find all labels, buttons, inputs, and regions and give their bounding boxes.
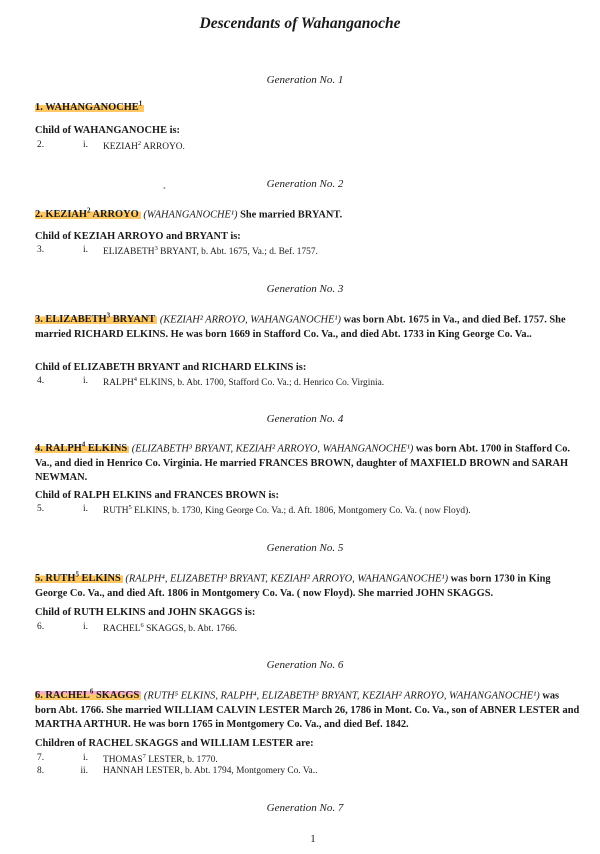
highlighted-name: 4. RALPH$^4$ ELKINS	[35, 441, 128, 455]
person-entry: 4. RALPH$^4$ ELKINS (ELIZABETH³ BRYANT, KEZIAH² ARROYO, WAHANGANOCHE¹) was born Abt. 1700 in Stafford Co. Va., and died in Henrico Co. Virginia. He married FRANCES BROWN, daughter of MAXFIELD BROWN and SARAH NEWMAN.	[35, 441, 571, 484]
page-number: 1	[310, 833, 316, 845]
children-header: Child of RUTH ELKINS and JOHN SKAGGS is:	[35, 607, 256, 618]
generation-heading: Generation No. 3	[266, 283, 344, 295]
children-header: Child of WAHANGANOCHE is:	[35, 125, 181, 136]
person-entry: 6. RACHEL$^6$ SKAGGS (RUTH⁵ ELKINS, RALPH⁴, ELIZABETH³ BRYANT, KEZIAH² ARROYO, WAHANGANOCHE¹) was born Abt. 1766. She married WILLIAM CALVIN LESTER March 26, 1786 in Mont. Co. Va., son of ABNER LESTER and MARTHA ARTHUR. He was born 1765 in Montgomery Co. Va., and died Bef. 1842.	[35, 688, 580, 731]
highlighted-name: 3. ELIZABETH$^3$ BRYANT	[35, 312, 156, 326]
scan-speck: •	[163, 184, 166, 193]
generation-heading: Generation No. 6	[266, 659, 344, 671]
children-header: Child of RALPH ELKINS and FRANCES BROWN is:	[35, 490, 279, 501]
highlighted-name: 6. RACHEL$^6$ SKAGGS	[35, 688, 140, 702]
highlighted-name: 5. RUTH$^5$ ELKINS	[35, 571, 121, 585]
person-entry: 3. ELIZABETH$^3$ BRYANT (KEZIAH² ARROYO, WAHANGANOCHE¹) was born Abt. 1675 in Va., and died Bef. 1757. She married RICHARD ELKINS. He was born 1669 in Stafford Co. Va., and died Abt. 1733 in King George Co. Va..	[35, 312, 566, 340]
generation-heading: Generation No. 4	[266, 413, 344, 425]
generation-heading: Generation No. 5	[266, 542, 344, 554]
person-entry: 5. RUTH$^5$ ELKINS (RALPH⁴, ELIZABETH³ BRYANT, KEZIAH² ARROYO, WAHANGANOCHE¹) was born 1730 in King George Co. Va., and died Aft. 1806 in Montgomery Co. Va. ( now Floyd). She married JOHN SKAGGS.	[35, 571, 551, 599]
highlighted-name: 2. KEZIAH$^2$ ARROYO	[35, 207, 139, 221]
generation-heading: Generation No. 1	[266, 74, 344, 86]
document-title: Descendants of Wahanganoche	[199, 15, 401, 32]
person-entry: 2. KEZIAH$^2$ ARROYO (WAHANGANOCHE¹) She married BRYANT.	[35, 207, 343, 221]
person-entry	[35, 97, 583, 116]
children-header: Children of RACHEL SKAGGS and WILLIAM LESTER are:	[35, 738, 314, 749]
highlighted-name: 1. WAHANGANOCHE$^1$	[35, 100, 143, 114]
children-header: Child of KEZIAH ARROYO and BRYANT is:	[35, 231, 241, 242]
children-header: Child of ELIZABETH BRYANT and RICHARD ELKINS is:	[35, 362, 307, 373]
generation-heading: Generation No. 7	[266, 802, 344, 814]
generation-heading: Generation No. 2	[266, 178, 344, 190]
